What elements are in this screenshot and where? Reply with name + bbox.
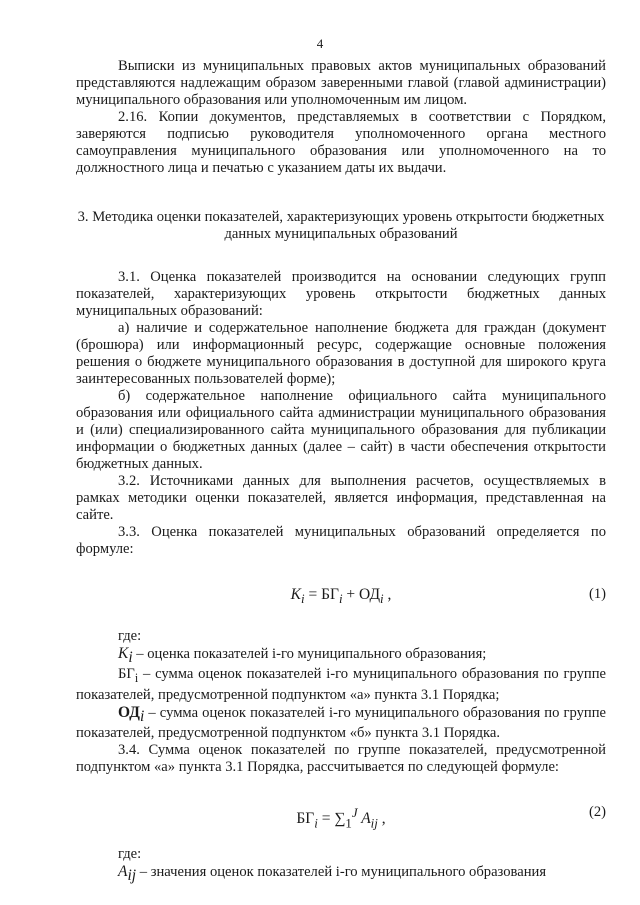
formula-2: [76, 794, 606, 836]
formula-2-expression: $БГ_i = \sum_1^J$ $A_{ij}$ ,: [296, 804, 386, 830]
formula-1-expression: $K_i = БГ_i + ОД_i$ ,: [290, 586, 392, 607]
definition-a: $A_{ij}$ – значения оценок показателей i-го муниципального образования: [118, 862, 547, 884]
paragraph-3-1-b: б) содержательное наполнение официального сайта муниципального образования или официального сайта администрации муниципального образования и (или) специализированного сайта муниципального образования для публикации информации о бюджетных данных (далее – сайт) в части обеспечения открытости бюджетных данных.: [76, 388, 606, 472]
paragraph-3-4: 3.4. Сумма оценок показателей по группе показателей, предусмотренной подпунктом «а» пункта 3.1 Порядка, рассчитывается по следующей формуле:: [76, 741, 606, 775]
formula-2-number: (2): [588, 803, 606, 820]
definition-k: $K_i$ – оценка показателей i-го муниципального образования;: [118, 645, 487, 666]
paragraph-3-3: 3.3. Оценка показателей муниципальных образований определяется по формуле:: [76, 524, 606, 557]
paragraph-extracts: Выписки из муниципальных правовых актов муниципальных образований представляются надлежащим образом заверенными главой (главой администрации) муниципального образования или уполномоченным им лицом.: [76, 58, 606, 108]
section-title: 3. Методика оценки показателей, характеризующих уровень открытости бюджетных данных муниципальных образований: [77, 209, 605, 242]
paragraph-3-2: 3.2. Источниками данных для выполнения расчетов, осуществляемых в рамках методики оценки показателей, является информация, представленная на сайте.: [76, 473, 606, 523]
definition-bg: $БГ_i$ – сумма оценок показателей i-го муниципального образования по группе показателей, предусмотренной подпунктом «а» пункта 3.1 Порядка;: [76, 665, 606, 703]
formula-1: [76, 576, 606, 618]
where-label-1: где:: [118, 628, 142, 644]
where-label-2: где:: [118, 845, 142, 862]
page-number: 4: [316, 36, 324, 51]
document-body: [76, 58, 606, 884]
paragraph-2-16: 2.16. Копии документов, представляемых в соответствии с Порядком, заверяются подписью руководителя уполномоченного органа местного самоуправления муниципального образования или уполномоченного на то должностного лица и печатью с указанием даты их выдачи.: [76, 109, 606, 176]
definition-od: $ОД_i$ – сумма оценок показателей i-го муниципального образования по группе показателей, предусмотренной подпунктом «б» пункта 3.1 Порядка.: [76, 703, 606, 741]
formula-1-number: (1): [588, 586, 606, 602]
paragraph-3-1: 3.1. Оценка показателей производится на основании следующих групп показателей, характеризующих уровень открытости бюджетных данных муниципальных образований:: [76, 269, 606, 319]
paragraph-3-1-a: а) наличие и содержательное наполнение бюджета для граждан (документ (брошюра) или информационный ресурс, содержащие основные положения решения о бюджете муниципального образования в доступной для широкого круга заинтересованных пользователей форме);: [76, 320, 606, 387]
